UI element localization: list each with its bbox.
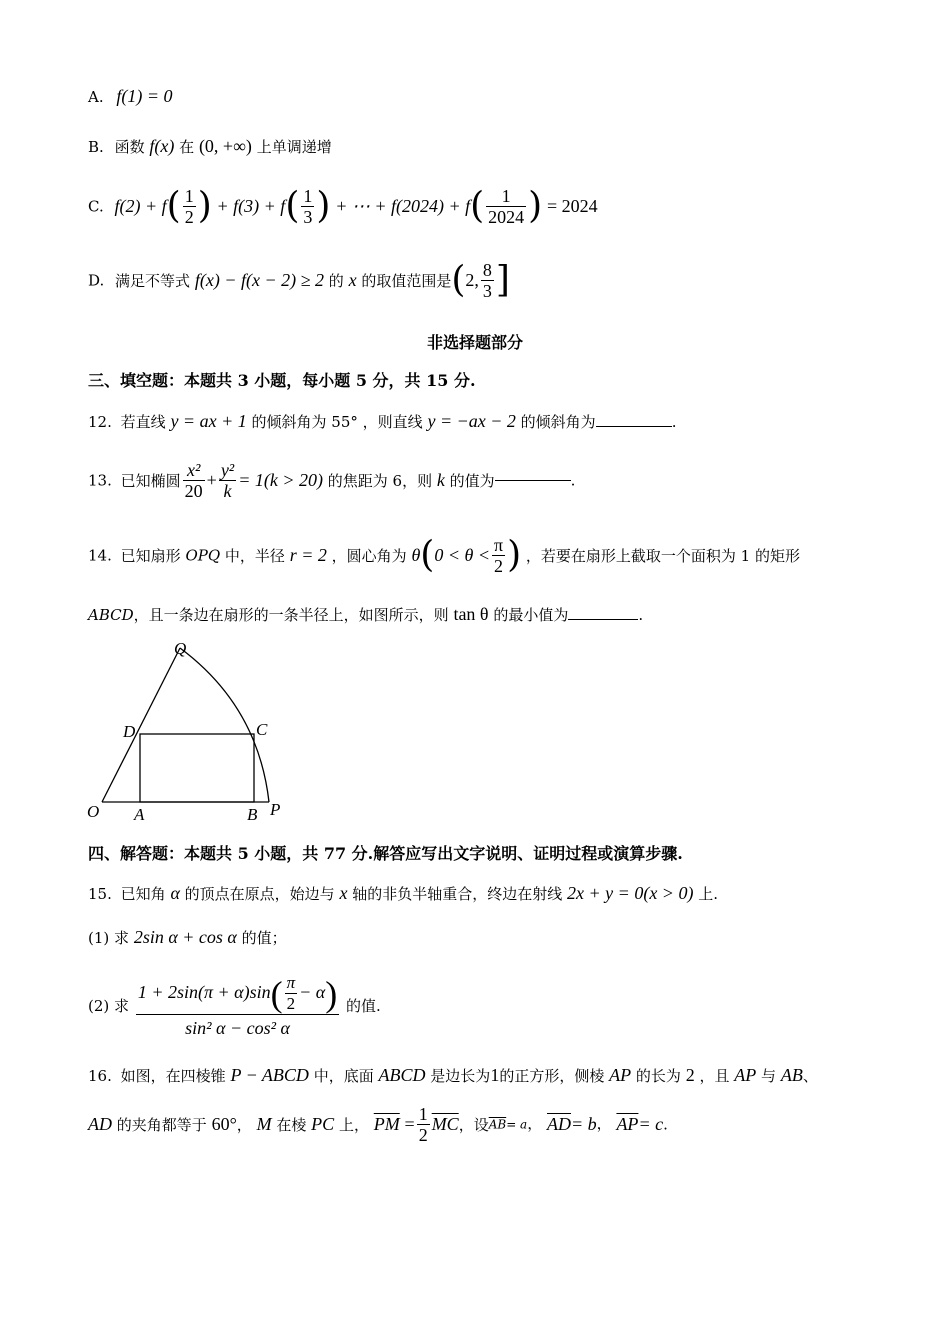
q14-answer-blank[interactable] <box>568 619 638 620</box>
option-c-part: + f(3) + f <box>216 196 286 216</box>
vector-ad: $\overline{AD}$ <box>547 1114 571 1134</box>
q12-text3: ，则直线 <box>362 413 423 431</box>
question-16: 16. 如图，在四棱锥 P − ABCD 中，底面 ABCD 是边长为1的正方形，侧棱 AP 的长为 2 ，且 AP 与 AB、 <box>88 1065 818 1085</box>
option-b-fx: f(x) <box>149 136 175 156</box>
q15-num: 15. <box>88 885 112 903</box>
question-16-line-2: AD 的夹角都等于 60°， M 在棱 PC 上， $\overline{PM}$ = $\frac{1}{2}$ $\overline{MC}$，设$\overline{AB}= a$， $\overline{AD}= b$， $\overline{AP}= c$. <box>88 1104 668 1145</box>
q13-frac-2: $\frac{\text{y²}}{k}$ <box>220 460 235 501</box>
q15-text2: 的顶点在原点，始边与 <box>184 885 335 903</box>
q13-eq: = 1(k > 20) <box>238 470 323 490</box>
option-d-range-start: 2, <box>465 270 479 290</box>
option-b-text: 函数 <box>114 138 145 156</box>
q14-sector-name: OPQ <box>185 546 221 565</box>
option-d-label: D. <box>88 271 105 290</box>
q15-part2-text: 的值. <box>346 997 381 1016</box>
option-d-text2: 的 <box>328 272 344 290</box>
q16-num: 16. <box>88 1067 112 1085</box>
label-b: B <box>247 805 258 824</box>
q14-line2-text2: 的最小值为 <box>493 606 569 624</box>
q13-text3: 的值为 <box>449 472 495 490</box>
option-c: C. f(2) + f( $\frac{1}{2}$ ) + f(3) + f( $\frac{1}{3}$ ) + ⋯ + f(2024) + f( $\frac{1}{2024}$ ) = 2024 <box>88 185 598 227</box>
q15-ray: 2x + y = 0(x > 0) <box>567 883 694 903</box>
q13-num: 13. <box>88 471 112 490</box>
part3-heading: 三、填空题：本题共 3 小题，每小题 5 分，共 15 分. <box>88 371 476 390</box>
q15-text: 已知角 <box>120 885 166 903</box>
label-d: D <box>123 722 136 741</box>
q12-eq1: y = ax + 1 <box>170 411 247 431</box>
radius-oq <box>102 648 180 802</box>
question-15: 15. 已知角 α 的顶点在原点，始边与 x 轴的非负半轴重合，终边在射线 2x + y = 0(x > 0) 上. <box>88 883 719 903</box>
vector-ab: $\overline{AB}$ <box>488 1117 507 1132</box>
option-d-frac: $\frac{8}{3}$ <box>482 260 492 301</box>
q14-text2: 中，半径 <box>224 547 285 565</box>
option-b-interval: (0, +∞) <box>198 136 252 156</box>
q15-text4: 上. <box>698 885 719 903</box>
q14-text4: ，若要在扇形上截取一个面积为 1 的矩形 <box>525 547 800 565</box>
label-a: A <box>134 805 145 824</box>
question-14: 14. 已知扇形 OPQ 中，半径 r = 2 ，圆心角为 θ(0 < θ < $\frac{\pi}{2}$ ) ，若要在扇形上截取一个面积为 1 的矩形 <box>88 534 800 576</box>
option-c-frac-3: $\frac{1}{2024}$ <box>488 186 525 227</box>
option-d-inequality: f(x) − f(x − 2) ≥ 2 <box>194 270 324 290</box>
q12-eq2: y = −ax − 2 <box>427 411 516 431</box>
q13-text2: 的焦距为 6，则 <box>327 472 433 490</box>
q12-text: 若直线 <box>120 413 166 431</box>
part4-heading: 四、解答题：本题共 5 小题，共 77 分.解答应写出文字说明、证明过程或演算步骤. <box>88 844 683 863</box>
option-a-label: A. <box>88 88 104 106</box>
option-c-frac-1: $\frac{1}{2}$ <box>184 186 194 227</box>
section-title: 非选择题部分 <box>426 333 523 352</box>
label-q: Q <box>174 639 187 658</box>
q15-part1-label: (1) 求 <box>88 929 130 947</box>
q14-radius: r = 2 <box>289 545 327 565</box>
q12-answer-blank[interactable] <box>596 426 672 427</box>
option-c-frac-2: $\frac{1}{3}$ <box>303 186 313 227</box>
q14-text: 已知扇形 <box>120 547 181 565</box>
option-c-part: + ⋯ + f(2024) + f <box>335 196 471 216</box>
option-d-x: x <box>348 270 357 290</box>
q13-text: 已知椭圆 <box>120 472 181 490</box>
option-a <box>88 86 173 107</box>
q16-frac: $\frac{1}{2}$ <box>418 1104 428 1145</box>
option-d-text3: 的取值范围是 <box>361 272 452 290</box>
q15-part-2 <box>88 970 381 1041</box>
question-14-line-2: ABCD，且一条边在扇形的一条半径上，如图所示，则 tan θ 的最小值为 . <box>88 604 644 624</box>
vector-ap: $\overline{AP}$ <box>616 1114 639 1134</box>
q12-angle: 55° <box>331 413 358 431</box>
option-b-label: B. <box>88 138 104 156</box>
q14-text3: ，圆心角为 <box>331 547 407 565</box>
question-12: 12. 若直线 y = ax + 1 的倾斜角为 55° ，则直线 y = −ax − 2 的倾斜角为 . <box>88 411 677 431</box>
option-d: D. 满足不等式 f(x) − f(x − 2) ≥ 2 的 x 的取值范围是(2, $\frac{8}{3}$ ] <box>88 259 510 301</box>
q12-text2: 的倾斜角为 <box>251 413 327 431</box>
rectangle-abcd <box>140 734 254 802</box>
question-13: 13. 已知椭圆 $\frac{\text{x²}}{20}$ + $\frac{\text{y²}}{k}$ = 1(k > 20) 的焦距为 6，则 k 的值为 . <box>88 460 576 501</box>
q15-part1-text: 的值； <box>241 929 287 947</box>
q14-tan: tan θ <box>453 604 489 624</box>
label-c: C <box>256 720 268 739</box>
option-b <box>88 136 332 157</box>
vector-mc: $\overline{MC}$ <box>431 1114 459 1134</box>
vector-pm: $\overline{PM}$ <box>373 1114 400 1134</box>
option-a-expr: f(1) = 0 <box>116 86 173 106</box>
q14-rect-name: ABCD <box>88 606 134 624</box>
q14-frac: $\frac{\pi}{2}$ <box>493 535 504 576</box>
q15-part2-frac: 1 + 2sin(π + α)sin( $\frac{\pi}{2}$ − α) sin² α − cos² α <box>136 970 339 1041</box>
label-p: P <box>270 800 281 819</box>
q14-line2-text: ，且一条边在扇形的一条半径上，如图所示，则 <box>133 606 449 624</box>
q13-answer-blank[interactable] <box>495 480 571 481</box>
q15-part-1 <box>88 927 287 948</box>
option-c-part: = 2024 <box>547 196 598 216</box>
q16-pyramid: P − ABCD <box>230 1065 309 1085</box>
option-c-label: C. <box>88 197 104 216</box>
option-b-text3: 上单调递增 <box>256 138 332 156</box>
q14-condition: 0 < θ < <box>434 545 490 565</box>
option-d-text: 满足不等式 <box>115 272 191 290</box>
q13-frac-1: $\frac{\text{x²}}{20}$ <box>184 460 203 501</box>
q15-part1-expr: 2sin α + cos α <box>133 927 237 947</box>
option-c-part: f(2) + f <box>114 196 167 216</box>
option-b-text2: 在 <box>179 138 195 156</box>
q12-text4: 的倾斜角为 <box>520 413 596 431</box>
q15-text3: 轴的非负半轴重合，终边在射线 <box>352 885 563 903</box>
q12-num: 12. <box>88 413 112 431</box>
label-o: O <box>87 802 100 821</box>
q15-part2-label: (2) 求 <box>88 997 130 1016</box>
sector-figure <box>80 636 300 828</box>
q14-num: 14. <box>88 546 112 565</box>
